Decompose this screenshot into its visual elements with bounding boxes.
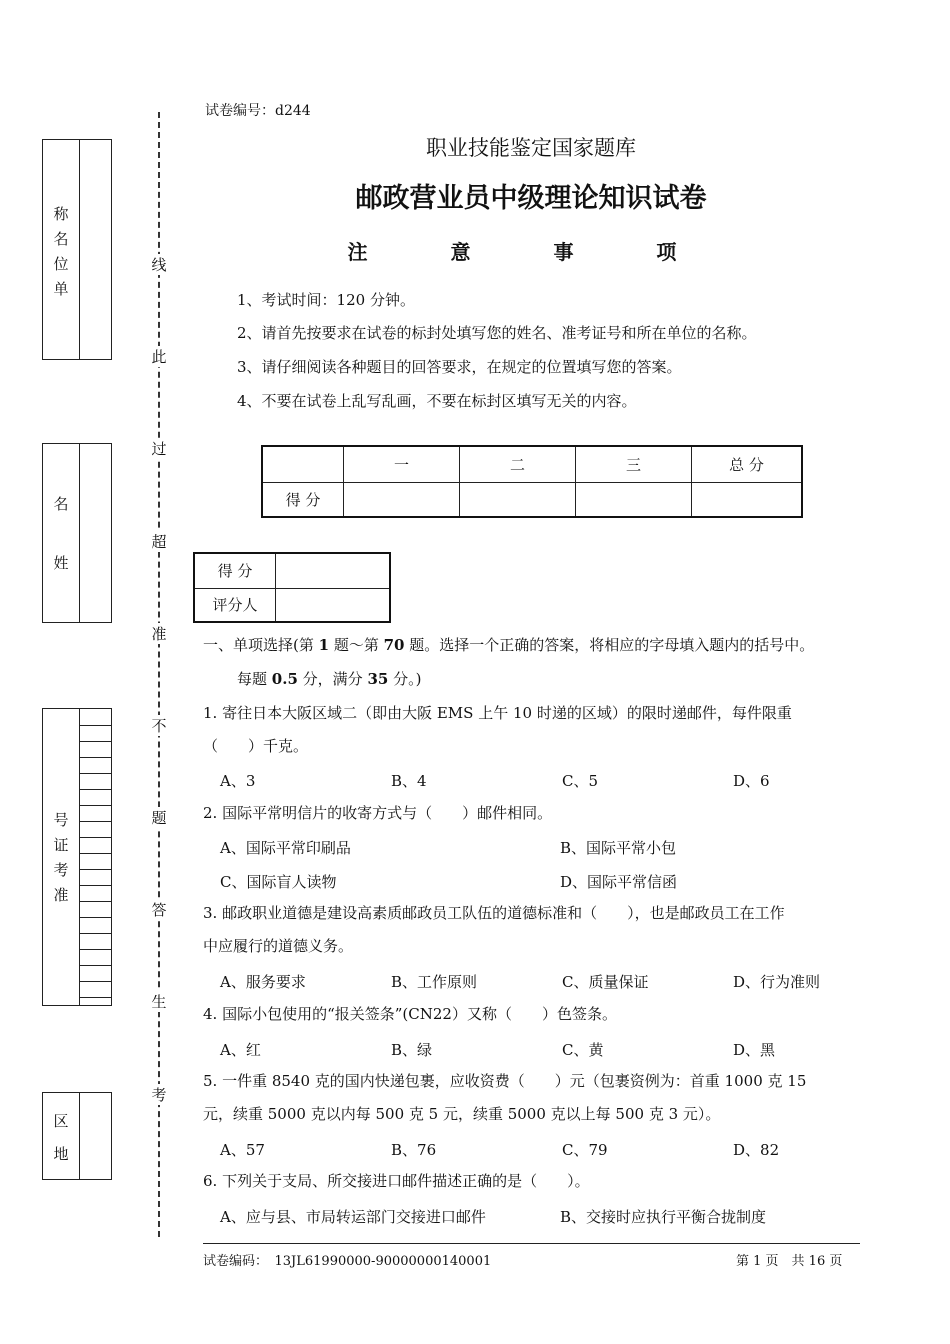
q5-option-b: B、76 <box>391 1141 437 1159</box>
notice-title: 注 意 事 项 <box>347 240 715 264</box>
q6-option-b: B、交接时应执行平衡合拢制度 <box>560 1208 767 1226</box>
q2-option-a: A、国际平常印刷品 <box>220 839 351 857</box>
question-3-stem-cont: 中应履行的道德义务。 <box>203 937 354 955</box>
score-header-2: 二 <box>460 446 576 482</box>
exam-number: 试卷编号：d244 <box>205 103 311 119</box>
region-char: 区 <box>53 1112 69 1130</box>
ticket-char: 准 <box>53 886 69 904</box>
binding-line-char: 此 <box>149 346 169 367</box>
ticket-char: 考 <box>53 861 69 879</box>
q2-option-c: C、国际盲人读物 <box>220 873 337 891</box>
score-header-blank <box>262 446 344 482</box>
region-box <box>42 1092 112 1180</box>
ticket-char: 证 <box>53 836 69 854</box>
q4-option-d: D、黑 <box>733 1041 776 1059</box>
score-cell[interactable] <box>576 482 692 517</box>
grader-score-label: 得 分 <box>194 553 276 588</box>
score-cell[interactable] <box>344 482 460 517</box>
name-box <box>42 443 112 623</box>
q4-option-c: C、黄 <box>562 1041 604 1059</box>
instruction-3: 3、请仔细阅读各种题目的回答要求，在规定的位置填写您的答案。 <box>237 358 682 376</box>
q3-option-b: B、工作原则 <box>391 973 478 991</box>
footer-code: 试卷编码： 13JL61990000-90000000140001 <box>203 1254 492 1269</box>
q4-option-a: A、红 <box>220 1041 261 1059</box>
unit-name-char: 名 <box>53 230 69 248</box>
q6-option-a: A、应与县、市局转运部门交接进口邮件 <box>220 1208 486 1226</box>
q2-option-b: B、国际平常小包 <box>560 839 677 857</box>
q1-option-b: B、4 <box>391 772 427 790</box>
binding-line-char: 线 <box>149 254 169 275</box>
question-6-stem: 6. 下列关于支局、所交接进口邮件描述正确的是（ ）。 <box>203 1172 590 1190</box>
unit-name-char: 位 <box>53 255 69 273</box>
q5-option-d: D、82 <box>733 1141 780 1159</box>
score-row-label: 得 分 <box>262 482 344 517</box>
score-cell[interactable] <box>460 482 576 517</box>
unit-name-char: 单 <box>53 280 69 298</box>
question-5-stem-cont: 元，续重 5000 克以内每 500 克 5 元，续重 5000 克以上每 500 克 3 元）。 <box>203 1105 721 1123</box>
unit-name-box <box>42 139 112 360</box>
question-1-stem-cont: （ ）千克。 <box>203 737 309 755</box>
title-sub: 邮政营业员中级理论知识试卷 <box>355 183 707 214</box>
region-char: 地 <box>53 1145 69 1163</box>
q1-option-d: D、6 <box>733 772 770 790</box>
grader-box <box>193 552 391 623</box>
grader-label: 评分人 <box>194 588 276 622</box>
score-header-total: 总 分 <box>692 446 803 482</box>
instruction-2: 2、请首先按要求在试卷的标封处填写您的姓名、准考证号和所在单位的名称。 <box>237 324 757 342</box>
instruction-4: 4、不要在试卷上乱写乱画，不要在标封区填写无关的内容。 <box>237 392 637 410</box>
binding-line-char: 考 <box>149 1084 169 1105</box>
section-heading-line2: 每题 0.5 分，满分 35 分。) <box>237 670 422 688</box>
footer-page: 第 1 页 共 16 页 <box>736 1254 843 1269</box>
instruction-1: 1、考试时间：120 分钟。 <box>237 291 415 309</box>
binding-line-char: 准 <box>149 623 169 644</box>
name-char: 名 <box>53 495 69 513</box>
name-char: 姓 <box>53 554 69 572</box>
section-heading-line1: 一、单项选择(第 1 题～第 70 题。选择一个正确的答案，将相应的字母填入题内的括号中。 <box>203 636 815 654</box>
q3-option-a: A、服务要求 <box>220 973 306 991</box>
binding-line-char: 答 <box>149 899 169 920</box>
binding-line-char: 题 <box>149 807 169 828</box>
q1-option-a: A、3 <box>220 772 256 790</box>
score-header-3: 三 <box>576 446 692 482</box>
q3-option-c: C、质量保证 <box>562 973 649 991</box>
question-2-stem: 2. 国际平常明信片的收寄方式与（ ）邮件相同。 <box>203 804 553 822</box>
ticket-number-box <box>42 708 112 1006</box>
q5-option-a: A、57 <box>220 1141 265 1159</box>
score-table <box>261 445 803 518</box>
question-4-stem: 4. 国际小包使用的“报关签条”(CN22）又称（ ）色签条。 <box>203 1005 617 1023</box>
question-5-stem: 5. 一件重 8540 克的国内快递包裹，应收资费（ ）元（包裹资例为：首重 1000 克 15 <box>203 1072 807 1090</box>
footer-divider <box>203 1243 860 1244</box>
score-cell[interactable] <box>692 482 803 517</box>
unit-name-char: 称 <box>53 205 69 223</box>
score-header-1: 一 <box>344 446 460 482</box>
ticket-char: 号 <box>53 811 69 829</box>
question-1-stem: 1. 寄往日本大阪区域二（即由大阪 EMS 上午 10 时递的区域）的限时递邮件，每件限重 <box>203 704 792 722</box>
grader-name-cell[interactable] <box>276 588 391 622</box>
binding-line-char: 超 <box>149 531 169 552</box>
question-3-stem: 3. 邮政职业道德是建设高素质邮政员工队伍的道德标准和（ ），也是邮政员工在工作 <box>203 904 785 922</box>
q4-option-b: B、绿 <box>391 1041 433 1059</box>
binding-line-char: 不 <box>149 715 169 736</box>
grader-score-cell[interactable] <box>276 553 391 588</box>
q3-option-d: D、行为准则 <box>733 973 821 991</box>
q1-option-c: C、5 <box>562 772 599 790</box>
q2-option-d: D、国际平常信函 <box>560 873 678 891</box>
binding-line-char: 生 <box>149 991 169 1012</box>
binding-dashed-line <box>158 112 160 1237</box>
title-main: 职业技能鉴定国家题库 <box>426 136 636 160</box>
q5-option-c: C、79 <box>562 1141 608 1159</box>
binding-line-char: 过 <box>149 438 169 459</box>
